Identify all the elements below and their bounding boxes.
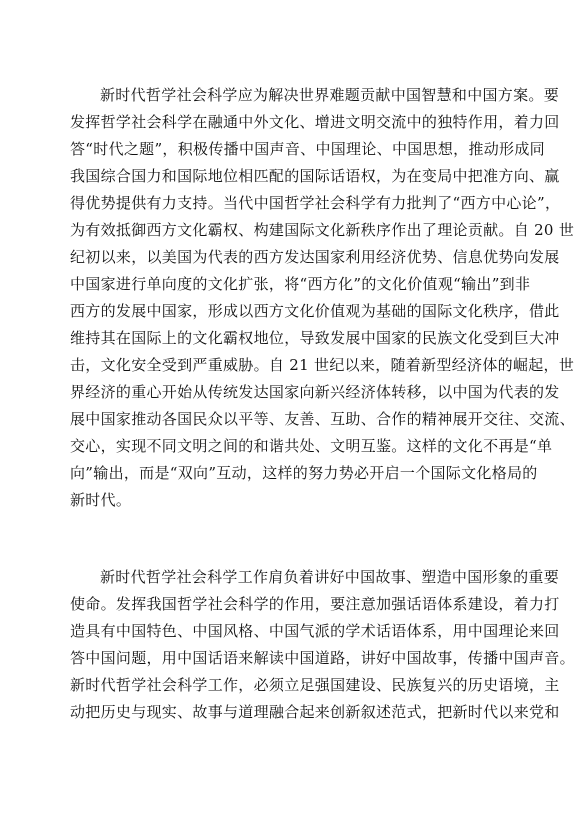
text-line: 动把历史与现实、故事与道理融合起来创新叙述范式，把新时代以来党和 — [70, 703, 560, 721]
text-line: 维持其在国际上的文化霸权地位，导致发展中国家的民族文化受到巨大冲 — [70, 329, 560, 347]
text-line: 向”输出，而是“双向”互动，这样的努力势必开启一个国际文化格局的 — [70, 464, 538, 482]
text-line: 纪初以来，以美国为代表的西方发达国家利用经济优势、信息优势向发展 — [70, 248, 560, 266]
text-line: 新时代。 — [70, 491, 132, 509]
text-line: 击，文化安全受到严重威胁。自 21 世纪以来，随着新型经济体的崛起，世 — [70, 356, 575, 374]
text-line: 展中国家推动各国民众以平等、友善、互助、合作的精神展开交往、交流、 — [70, 410, 575, 428]
text-line: 中国家进行单向度的文化扩张，将“西方化”的文化价值观“输出”到非 — [70, 275, 531, 293]
text-line: 答“时代之题”，积极传播中国声音、中国理论、中国思想，推动形成同 — [70, 140, 545, 158]
text-line: 使命。发挥我国哲学社会科学的作用，要注意加强话语体系建设，着力打 — [70, 595, 560, 613]
paragraph-1 — [70, 82, 575, 514]
text-line: 发挥哲学社会科学在融通中外文化、增进文明交流中的独特作用，着力回 — [70, 113, 560, 131]
text-line: 我国综合国力和国际地位相匹配的国际话语权，为在变局中把准方向、赢 — [70, 167, 560, 185]
text-line: 新时代哲学社会科学工作，必须立足强国建设、民族复兴的历史语境，主 — [70, 676, 560, 694]
text-line: 界经济的重心开始从传统发达国家向新兴经济体转移，以中国为代表的发 — [70, 383, 560, 401]
paragraph-2 — [70, 564, 575, 726]
text-line: 答中国问题，用中国话语来解读中国道路，讲好中国故事，传播中国声音。 — [70, 649, 575, 667]
text-line: 交心，实现不同文明之间的和谐共处、文明互鉴。这样的文化不再是“单 — [70, 437, 553, 455]
text-line: 新时代哲学社会科学应为解决世界难题贡献中国智慧和中国方案。要 — [100, 86, 560, 104]
text-line: 造具有中国特色、中国风格、中国气派的学术话语体系，用中国理论来回 — [70, 622, 560, 640]
text-line: 西方的发展中国家，形成以西方文化价值观为基础的国际文化秩序，借此 — [70, 302, 560, 320]
text-line: 得优势提供有力支持。当代中国哲学社会科学有力批判了“西方中心论”， — [70, 194, 561, 212]
text-line: 新时代哲学社会科学工作肩负着讲好中国故事、塑造中国形象的重要 — [100, 568, 560, 586]
text-line: 为有效抵御西方文化霸权、构建国际文化新秩序作出了理论贡献。自 20 世 — [70, 221, 575, 239]
